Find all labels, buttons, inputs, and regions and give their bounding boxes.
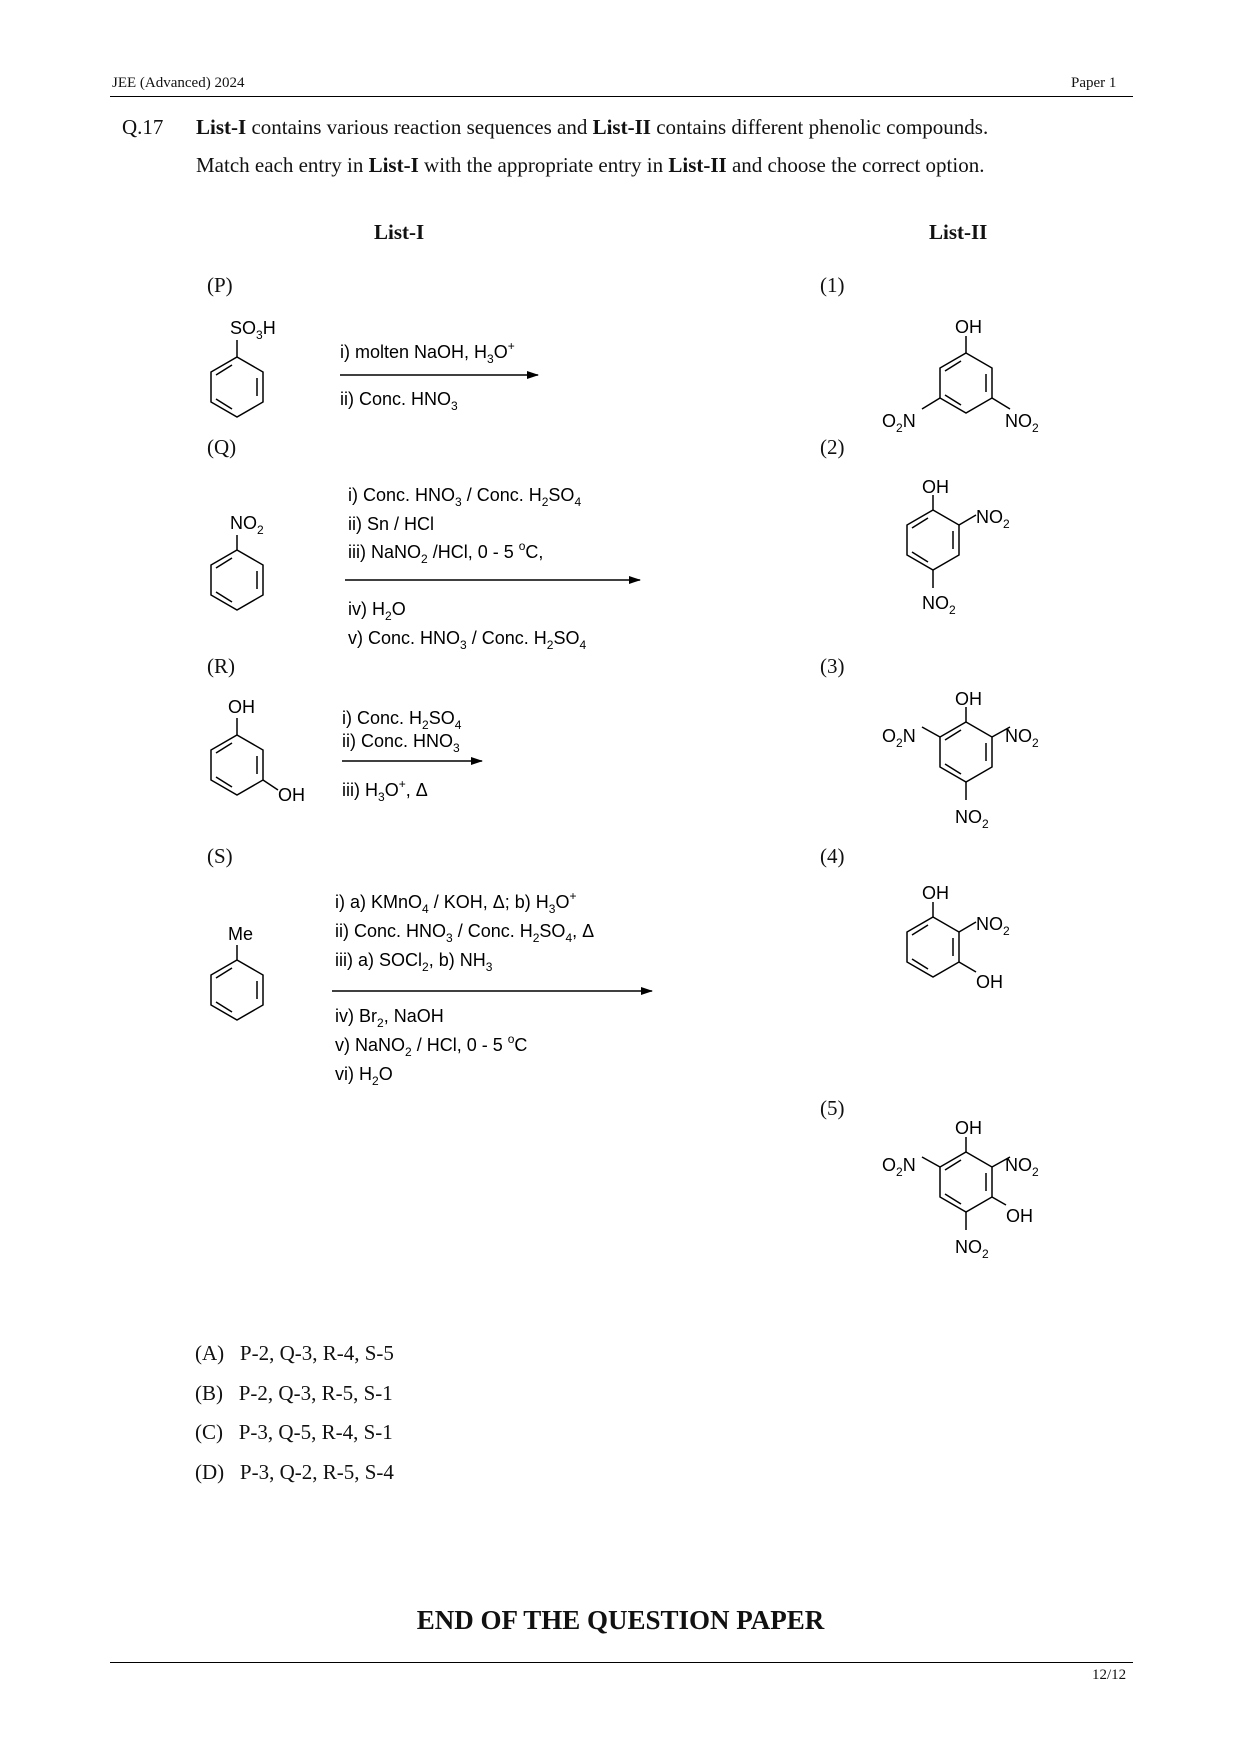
p4-oh-a: OH [922,883,949,903]
p2-no2-b: $NO_2$ [922,593,956,617]
list2-label-2: (2) [820,435,845,459]
list1-label-s: (S) [207,844,233,868]
s-reagent-2: ii) Conc. $HNO_3$ / Conc. $H_2SO_4$, Δ [335,921,595,945]
header-paper-label: Paper 1 [1071,75,1117,91]
p3-oh: OH [955,689,982,709]
q-reagent-5: v) Conc. $HNO_3$ / Conc. $H_2SO_4$ [348,628,587,652]
reactant-q-benzene-ring [211,535,263,610]
p3-no2-a: $NO_2$ [1005,726,1039,750]
p2-no2-a: $NO_2$ [976,507,1010,531]
q-reagent-3: iii) NaNO$_2$ /HCl, 0 - 5 $^o$C, [348,539,544,566]
product-4-ring [907,902,976,977]
r-reagent-1: i) Conc. $H_2SO_4$ [342,708,462,732]
p1-o2n: $O_2N$ [882,411,916,435]
r-oh-label-2: OH [278,785,305,805]
s-reagent-1: i) a) KMnO$_4$ / KOH, Δ; b) $H_3O^+$ [335,889,577,916]
list2-label-1: (1) [820,273,845,297]
list2-heading: List-II [929,220,988,244]
s-reagent-3: iii) a) SOCl$_2$, b) $NH_3$ [335,950,493,974]
p3-o2n: $O_2N$ [882,726,916,750]
p5-oh-a: OH [955,1118,982,1138]
list1-label-p: (P) [207,273,233,297]
question-number: Q.17 [122,115,164,139]
end-of-paper-heading: END OF THE QUESTION PAPER [416,1605,825,1635]
p-reagent-1: i) molten NaOH, $H_3O^+$ [340,339,515,366]
q-reagent-4: iv) $H_2O$ [348,599,406,623]
s-reagent-4: iv) $Br_2$, NaOH [335,1006,444,1030]
list1-label-r: (R) [207,654,235,678]
list2-label-5: (5) [820,1096,845,1120]
p5-no2-a: $NO_2$ [1005,1155,1039,1179]
footer-rule [110,1662,1133,1663]
p4-oh-b: OH [976,972,1003,992]
option-d[interactable]: (D) P-3, Q-2, R-5, S-4 [195,1460,394,1484]
list1-heading: List-I [374,220,425,244]
p-reagent-2: ii) Conc. $HNO_3$ [340,389,458,413]
p2-oh: OH [922,477,949,497]
q-reagent-1: i) Conc. $HNO_3$ / Conc. $H_2SO_4$ [348,485,582,509]
p1-no2: $NO_2$ [1005,411,1039,435]
p5-oh-b: OH [1006,1206,1033,1226]
p3-no2-b: $NO_2$ [955,807,989,831]
r-reagent-2: ii) Conc. $HNO_3$ [342,731,460,755]
product-2-ring [907,495,976,588]
p5-no2-b: $NO_2$ [955,1237,989,1261]
r-oh-label-1: OH [228,697,255,717]
product-3-ring [922,707,1010,800]
r-reagent-3: iii) $H_3O^+$, Δ [342,777,428,804]
p1-oh: OH [955,317,982,337]
option-c[interactable]: (C) P-3, Q-5, R-4, S-1 [195,1420,393,1444]
page-number: 12/12 [1092,1667,1127,1683]
q-reagent-2: ii) Sn / HCl [348,514,435,534]
s-me-label: Me [228,924,254,944]
q-no2-label: $NO_2$ [230,513,264,537]
p-so3h-label: $SO_3H$ [230,318,276,342]
s-reagent-6: vi) $H_2O$ [335,1064,393,1088]
list2-label-4: (4) [820,844,845,868]
header-exam-title: JEE (Advanced) 2024 [112,75,245,91]
option-a[interactable]: (A) P-2, Q-3, R-4, S-5 [195,1341,394,1365]
product-1-ring [922,336,1010,413]
list1-label-q: (Q) [207,435,237,459]
p4-no2: $NO_2$ [976,914,1010,938]
question-line-2: Match each entry in List-I with the appropriate entry in List-II and choose the correct option. [196,153,985,177]
reactant-r-benzene-ring [211,718,278,795]
list2-label-3: (3) [820,654,845,678]
question-line-1: List-I contains various reaction sequences and List-II contains different phenolic compounds. [196,115,989,139]
s-reagent-5: v) NaNO$_2$ / HCl, 0 - 5 $^o$C [335,1032,528,1059]
p5-o2n: $O_2N$ [882,1155,916,1179]
reactant-s-benzene-ring [211,945,263,1020]
reactant-p-benzene-ring [211,340,263,417]
option-b[interactable]: (B) P-2, Q-3, R-5, S-1 [195,1381,393,1405]
product-5-ring [922,1137,1010,1230]
